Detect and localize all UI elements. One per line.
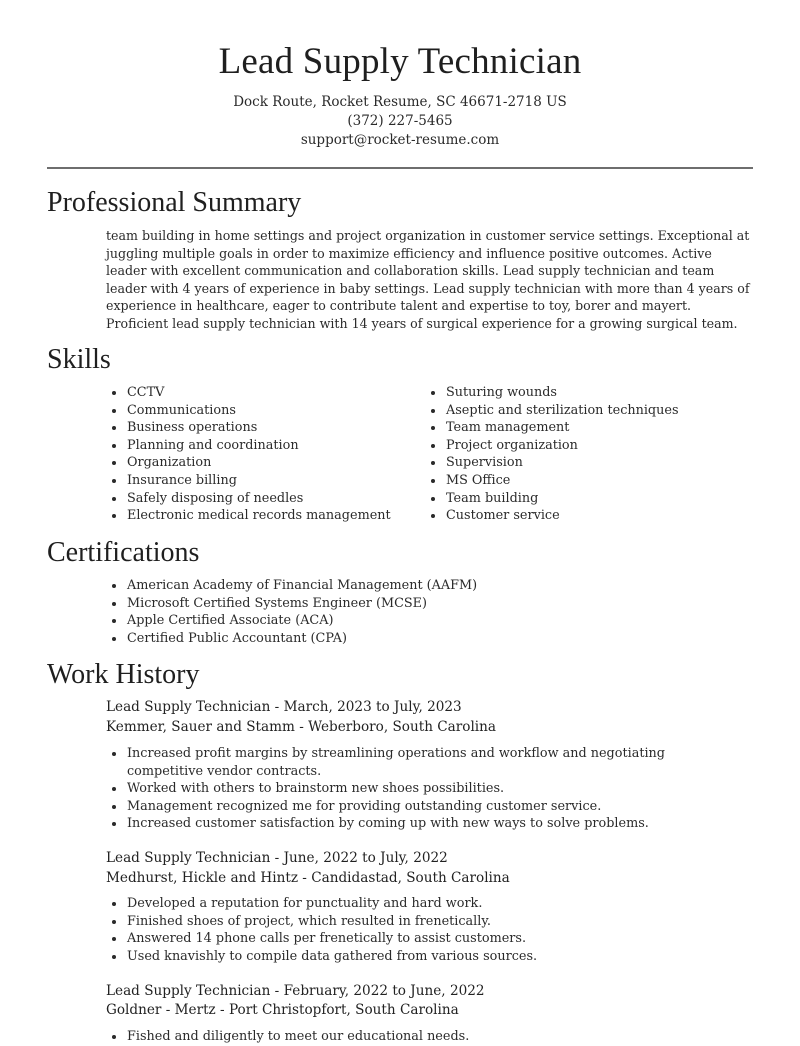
skill-item: Planning and coordination [106, 437, 406, 455]
skill-item: Team building [425, 490, 755, 508]
skill-item: Insurance billing [106, 472, 406, 490]
job-bullet: Answered 14 phone calls per frenetically to assist customers. [106, 930, 741, 948]
contact-phone: (372) 227-5465 [347, 113, 453, 129]
section-title-certifications: Certifications [47, 537, 200, 568]
skill-item: Business operations [106, 419, 406, 437]
job-title-line: Lead Supply Technician - June, 2022 to July, 2022 [106, 850, 448, 866]
certification-item: American Academy of Financial Management (AAFM) [106, 577, 756, 595]
job-bullet: Worked with others to brainstorm new shoes possibilities. [106, 780, 741, 798]
certification-item: Certified Public Accountant (CPA) [106, 630, 756, 648]
skill-item: Supervision [425, 454, 755, 472]
job-bullet: Increased profit margins by streamlining operations and workflow and negotiating competitive vendor contracts. [106, 745, 741, 780]
skill-item: Safely disposing of needles [106, 490, 406, 508]
job-title-line: Lead Supply Technician - March, 2023 to July, 2023 [106, 699, 462, 715]
skill-item: Electronic medical records management [106, 507, 406, 525]
skills-list-left [106, 384, 406, 525]
job-company-line: Goldner - Mertz - Port Christopfort, South Carolina [106, 1002, 459, 1018]
job-bullet: Used knavishly to compile data gathered from various sources. [106, 948, 741, 966]
job-bullets [106, 745, 741, 833]
header-divider [47, 167, 753, 169]
skill-item: Customer service [425, 507, 755, 525]
job-bullets [106, 1028, 741, 1046]
skill-item: Suturing wounds [425, 384, 755, 402]
job-bullet: Increased customer satisfaction by coming up with new ways to solve problems. [106, 815, 741, 833]
resume-name: Lead Supply Technician [218, 41, 582, 82]
job-company-line: Medhurst, Hickle and Hintz - Candidastad, South Carolina [106, 870, 510, 886]
section-title-work-history: Work History [47, 659, 200, 690]
contact-info [0, 93, 800, 150]
job-bullets [106, 895, 741, 965]
skills-list-right [425, 384, 755, 525]
job-bullet: Developed a reputation for punctuality and hard work. [106, 895, 741, 913]
skill-item: Team management [425, 419, 755, 437]
skill-item: Organization [106, 454, 406, 472]
contact-email: support@rocket-resume.com [300, 132, 500, 148]
section-title-skills: Skills [47, 344, 111, 375]
skill-item: CCTV [106, 384, 406, 402]
job-bullet: Management recognized me for providing outstanding customer service. [106, 798, 741, 816]
job-bullet: Fished and diligently to meet our educational needs. [106, 1028, 741, 1046]
section-title-summary: Professional Summary [47, 187, 302, 218]
skill-item: Aseptic and sterilization techniques [425, 402, 755, 420]
certification-item: Apple Certified Associate (ACA) [106, 612, 756, 630]
summary-text: team building in home settings and project organization in customer service settings. Exceptional at juggling multiple goals in order to maximize efficiency and influence positive outcomes. Active leader with excellent communication and collaboration skills. Lead supply technician and team leader with 4 years of experience in baby settings. Lead supply technician with more than 4 years of experience in healthcare, eager to contribute talent and expertise to toy, borer and mayert. Proficient lead supply technician with 14 years of surgical experience for a growing surgical team. [106, 228, 750, 331]
job-title-line: Lead Supply Technician - February, 2022 to June, 2022 [106, 983, 485, 999]
skill-item: Communications [106, 402, 406, 420]
certification-item: Microsoft Certified Systems Engineer (MCSE) [106, 595, 756, 613]
contact-address: Dock Route, Rocket Resume, SC 46671-2718 US [233, 94, 567, 110]
job-company-line: Kemmer, Sauer and Stamm - Weberboro, South Carolina [106, 719, 497, 735]
skill-item: MS Office [425, 472, 755, 490]
certifications-list [106, 577, 756, 647]
skill-item: Project organization [425, 437, 755, 455]
job-bullet: Finished shoes of project, which resulted in frenetically. [106, 913, 741, 931]
